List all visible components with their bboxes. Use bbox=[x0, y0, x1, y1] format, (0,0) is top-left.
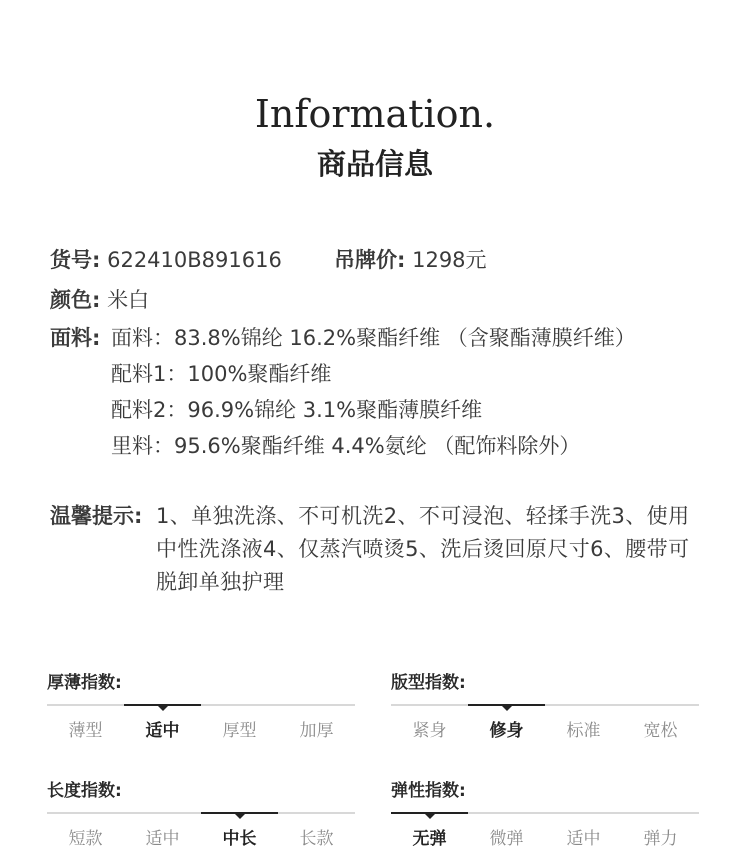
index-option: 适中 bbox=[566, 829, 601, 849]
index-option: 宽松 bbox=[643, 721, 678, 741]
fabric-line: 里料：95.6%聚酯纤维 4.4%氨纶 （配饰料除外） bbox=[111, 434, 581, 458]
index-option: 弹力 bbox=[643, 829, 678, 849]
index-option: 短款 bbox=[68, 829, 103, 849]
title-cn: 商品信息 bbox=[316, 147, 433, 181]
index-segment bbox=[278, 704, 355, 706]
title-en: Information. bbox=[254, 92, 496, 136]
fabric-line: 面料：83.8%锦纶 16.2%聚酯纤维 （含聚酯薄膜纤维） bbox=[111, 326, 636, 350]
index-segment bbox=[622, 812, 699, 814]
index-segment bbox=[201, 812, 278, 814]
care-tips-text: 1、单独洗涤、不可机洗2、不可浸泡、轻揉手洗3、使用中性洗涤液4、仅蒸汽喷烫5、洗后烫回原尺寸6、腰带可脱卸单独护理 bbox=[156, 504, 690, 594]
index-bar bbox=[47, 812, 355, 814]
index-segment bbox=[622, 704, 699, 706]
color-row bbox=[50, 284, 149, 314]
fabric-line: 配料2：96.9%锦纶 3.1%聚酯薄膜纤维 bbox=[111, 398, 483, 422]
index-segment bbox=[391, 704, 468, 706]
elasticity-index bbox=[391, 776, 699, 849]
index-segment bbox=[468, 812, 545, 814]
price-row bbox=[334, 244, 487, 274]
index-label: 弹性指数: bbox=[391, 781, 466, 801]
index-option: 加厚 bbox=[299, 721, 334, 741]
index-segment bbox=[201, 704, 278, 706]
thickness-index bbox=[47, 668, 355, 741]
index-segment bbox=[468, 704, 545, 706]
index-option: 长款 bbox=[299, 829, 334, 849]
index-option: 中长 bbox=[222, 829, 257, 849]
fit-index bbox=[391, 668, 699, 741]
index-option: 适中 bbox=[145, 829, 180, 849]
index-option: 薄型 bbox=[68, 721, 103, 741]
sku-label: 货号: bbox=[50, 248, 101, 272]
price-label: 吊牌价: bbox=[334, 248, 406, 272]
care-tips-label: 温馨提示: bbox=[50, 504, 143, 528]
sku-row bbox=[50, 244, 282, 274]
color-value: 米白 bbox=[107, 288, 150, 312]
index-bar bbox=[391, 704, 699, 706]
fabric-label-text: 面料: bbox=[50, 326, 101, 350]
index-segment bbox=[124, 704, 201, 706]
index-label: 厚薄指数: bbox=[47, 673, 122, 693]
index-bar bbox=[47, 704, 355, 706]
index-option: 适中 bbox=[145, 721, 180, 741]
index-segment bbox=[391, 812, 468, 814]
index-segment bbox=[545, 704, 622, 706]
index-option: 无弹 bbox=[412, 829, 447, 849]
fabric-label bbox=[50, 322, 100, 352]
index-label: 版型指数: bbox=[391, 673, 466, 693]
index-option: 微弹 bbox=[489, 829, 524, 849]
index-segment bbox=[545, 812, 622, 814]
index-segment bbox=[47, 812, 124, 814]
index-option: 标准 bbox=[566, 721, 601, 741]
sku-value: 622410B891616 bbox=[107, 248, 282, 272]
index-option: 修身 bbox=[489, 721, 524, 741]
index-segment bbox=[47, 704, 124, 706]
index-option: 厚型 bbox=[222, 721, 257, 741]
index-segment bbox=[278, 812, 355, 814]
length-index bbox=[47, 776, 355, 849]
care-tips bbox=[50, 500, 710, 599]
index-label: 长度指数: bbox=[47, 781, 122, 801]
index-segment bbox=[124, 812, 201, 814]
price-value: 1298元 bbox=[412, 248, 487, 272]
fabric-line: 配料1：100%聚酯纤维 bbox=[111, 362, 332, 386]
index-option: 紧身 bbox=[412, 721, 447, 741]
color-label: 颜色: bbox=[50, 288, 101, 312]
index-bar bbox=[391, 812, 699, 814]
